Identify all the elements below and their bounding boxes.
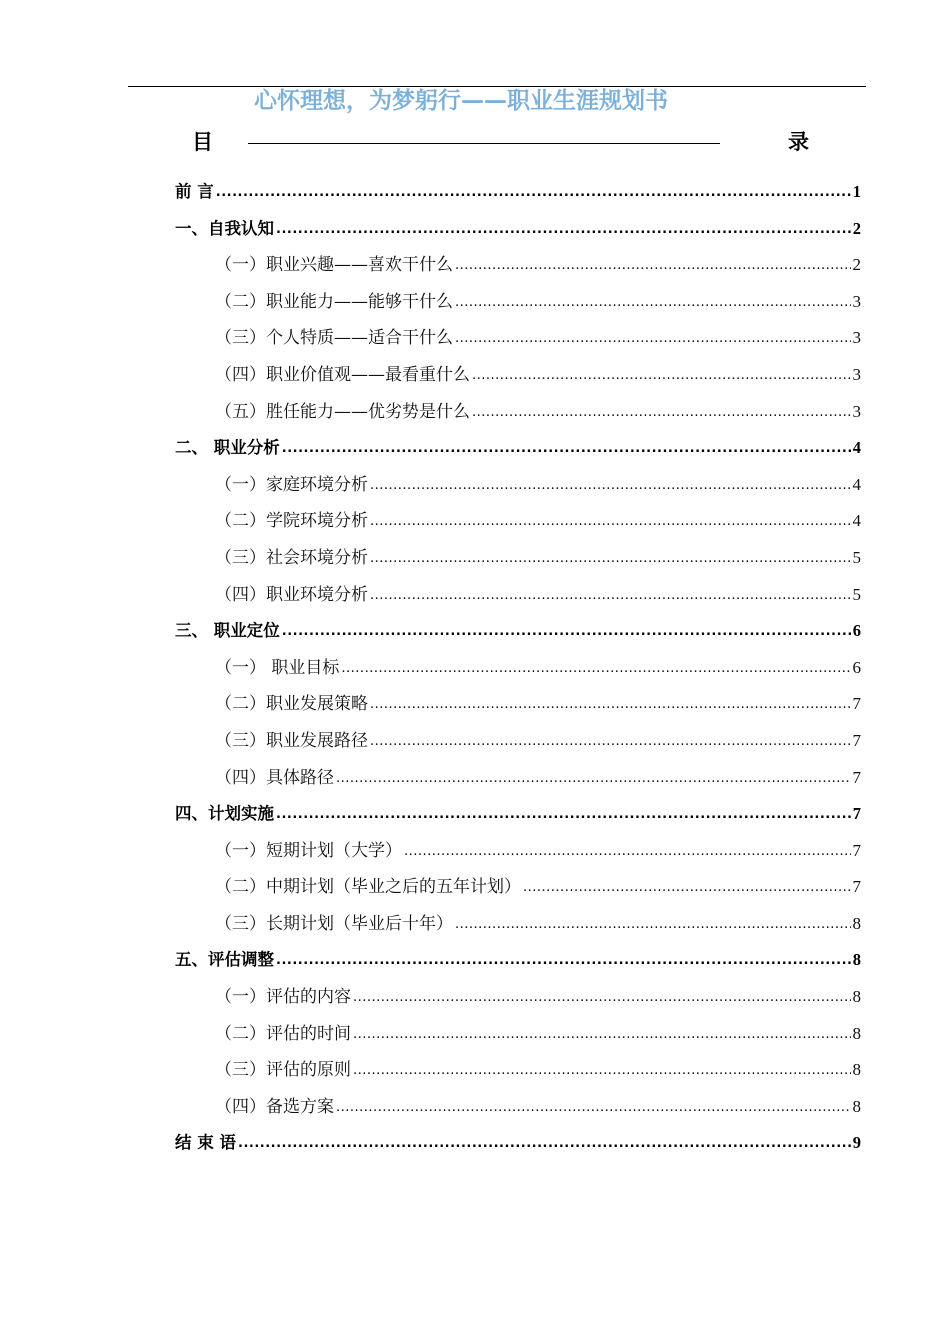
toc-heading-left: 目 xyxy=(192,130,213,154)
toc-entry-page-number: 3 xyxy=(852,291,861,311)
toc-entry-page-number: 7 xyxy=(852,804,861,824)
toc-entry-label: 一、自我认知 xyxy=(175,218,274,238)
toc-entry-subsection[interactable] xyxy=(175,320,861,357)
toc-entry-label: （二）评估的时间 xyxy=(215,1023,351,1044)
toc-entry-label: （二）职业能力——能够干什么 xyxy=(215,291,453,312)
toc-entry-page-number: 2 xyxy=(852,255,861,275)
toc-dot-leader xyxy=(472,363,851,380)
toc-entry-label: 二、 职业分析 xyxy=(175,438,280,458)
toc-entry-page-number: 7 xyxy=(852,694,861,714)
toc-entry-subsection[interactable] xyxy=(175,1052,861,1089)
toc-dot-leader xyxy=(455,290,851,307)
toc-entry-subsection[interactable] xyxy=(175,247,861,284)
toc-entry-subsection[interactable] xyxy=(175,357,861,394)
toc-entry-page-number: 8 xyxy=(852,1060,861,1080)
toc-entry-page-number: 8 xyxy=(852,1023,861,1043)
toc-entry-page-number: 5 xyxy=(852,584,861,604)
toc-dot-leader xyxy=(216,181,851,198)
toc-entry-page-number: 3 xyxy=(852,401,861,421)
title-underline xyxy=(248,143,720,144)
toc-entry-subsection[interactable] xyxy=(175,760,861,797)
toc-entry-label: （三）长期计划（毕业后十年） xyxy=(215,913,453,934)
toc-entry-label: （三）社会环境分析 xyxy=(215,547,368,568)
toc-dot-leader xyxy=(336,766,851,783)
toc-entry-section[interactable] xyxy=(175,942,861,979)
toc-dot-leader xyxy=(370,546,851,563)
toc-entry-section[interactable] xyxy=(175,174,861,211)
toc-entry-label: （一）家庭环境分析 xyxy=(215,474,368,495)
toc-entry-label: （三）个人特质——适合干什么 xyxy=(215,328,453,349)
toc-entry-subsection[interactable] xyxy=(175,1089,861,1126)
toc-entry-section[interactable] xyxy=(175,211,861,248)
toc-entry-page-number: 4 xyxy=(852,438,861,458)
toc-entry-label: （五）胜任能力——优劣势是什么 xyxy=(215,401,470,422)
toc-entry-subsection[interactable] xyxy=(175,1016,861,1053)
toc-dot-leader xyxy=(370,583,851,600)
toc-dot-leader xyxy=(472,400,851,417)
toc-entry-subsection[interactable] xyxy=(175,906,861,943)
toc-dot-leader xyxy=(276,803,851,820)
toc-entry-label: （三）职业发展路径 xyxy=(215,730,368,751)
toc-entry-page-number: 5 xyxy=(852,547,861,567)
toc-entry-page-number: 3 xyxy=(852,364,861,384)
toc-entry-subsection[interactable] xyxy=(175,869,861,906)
toc-entry-label: （四）职业环境分析 xyxy=(215,584,368,605)
toc-dot-leader xyxy=(455,253,851,270)
toc-entry-page-number: 7 xyxy=(852,840,861,860)
toc-entry-page-number: 1 xyxy=(852,182,861,201)
toc-entry-label: （一）评估的内容 xyxy=(215,987,351,1008)
toc-dot-leader xyxy=(370,509,851,526)
toc-entry-label: （二）职业发展策略 xyxy=(215,694,368,715)
toc-dot-leader xyxy=(353,1058,851,1075)
toc-dot-leader xyxy=(455,912,851,929)
toc-entry-label: （二）中期计划（毕业之后的五年计划） xyxy=(215,877,521,898)
toc-entry-label: （一）职业兴趣——喜欢干什么 xyxy=(215,255,453,276)
toc-entry-page-number: 6 xyxy=(852,621,861,641)
toc-dot-leader xyxy=(238,1132,851,1149)
toc-dot-leader xyxy=(276,217,851,234)
toc-dot-leader xyxy=(370,729,851,746)
toc-entry-subsection[interactable] xyxy=(175,686,861,723)
toc-entry-page-number: 6 xyxy=(852,657,861,677)
toc-entry-label: （四）备选方案 xyxy=(215,1096,334,1117)
toc-entry-page-number: 8 xyxy=(852,913,861,933)
table-of-contents xyxy=(175,174,861,1162)
toc-entry-subsection[interactable] xyxy=(175,650,861,687)
toc-heading-right: 录 xyxy=(788,130,809,154)
toc-entry-section[interactable] xyxy=(175,613,861,650)
toc-entry-page-number: 4 xyxy=(852,511,861,531)
toc-entry-page-number: 7 xyxy=(852,767,861,787)
toc-entry-label: 五、评估调整 xyxy=(175,950,274,970)
toc-entry-section[interactable] xyxy=(175,1125,861,1162)
toc-entry-subsection[interactable] xyxy=(175,540,861,577)
toc-entry-label: （四）具体路径 xyxy=(215,767,334,788)
toc-dot-leader xyxy=(370,692,851,709)
toc-dot-leader xyxy=(370,473,851,490)
toc-entry-subsection[interactable] xyxy=(175,467,861,504)
toc-dot-leader xyxy=(523,875,851,892)
toc-entry-subsection[interactable] xyxy=(175,394,861,431)
toc-entry-page-number: 7 xyxy=(852,877,861,897)
toc-entry-label: 三、 职业定位 xyxy=(175,621,280,641)
toc-entry-label: （一） 职业目标 xyxy=(215,657,340,678)
toc-dot-leader xyxy=(353,1022,851,1039)
toc-entry-page-number: 8 xyxy=(852,1096,861,1116)
toc-entry-section[interactable] xyxy=(175,796,861,833)
toc-entry-subsection[interactable] xyxy=(175,577,861,614)
toc-entry-label: 结 束 语 xyxy=(175,1133,236,1153)
toc-entry-label: （二）学院环境分析 xyxy=(215,511,368,532)
toc-entry-page-number: 8 xyxy=(852,987,861,1007)
toc-dot-leader xyxy=(341,656,850,673)
toc-entry-section[interactable] xyxy=(175,430,861,467)
toc-entry-page-number: 9 xyxy=(852,1133,861,1153)
toc-entry-subsection[interactable] xyxy=(175,284,861,321)
toc-entry-subsection[interactable] xyxy=(175,723,861,760)
toc-entry-page-number: 8 xyxy=(852,950,861,970)
toc-entry-label: （三）评估的原则 xyxy=(215,1060,351,1081)
document-title: 心怀理想，为梦躬行——职业生涯规划书 xyxy=(254,88,668,114)
toc-entry-label: （四）职业价值观——最看重什么 xyxy=(215,364,470,385)
toc-dot-leader xyxy=(353,985,851,1002)
toc-dot-leader xyxy=(404,839,851,856)
toc-entry-page-number: 3 xyxy=(852,328,861,348)
toc-entry-page-number: 7 xyxy=(852,730,861,750)
toc-dot-leader xyxy=(336,1095,851,1112)
toc-dot-leader xyxy=(276,949,851,966)
toc-entry-subsection[interactable] xyxy=(175,503,861,540)
toc-entry-page-number: 4 xyxy=(852,474,861,494)
toc-entry-subsection[interactable] xyxy=(175,833,861,870)
toc-entry-page-number: 2 xyxy=(852,218,861,238)
toc-entry-label: 四、计划实施 xyxy=(175,804,274,824)
toc-entry-subsection[interactable] xyxy=(175,979,861,1016)
toc-entry-label: （一）短期计划（大学） xyxy=(215,840,402,861)
toc-dot-leader xyxy=(282,620,851,637)
toc-dot-leader xyxy=(455,326,851,343)
toc-entry-label: 前 言 xyxy=(175,182,214,201)
toc-dot-leader xyxy=(282,437,851,454)
